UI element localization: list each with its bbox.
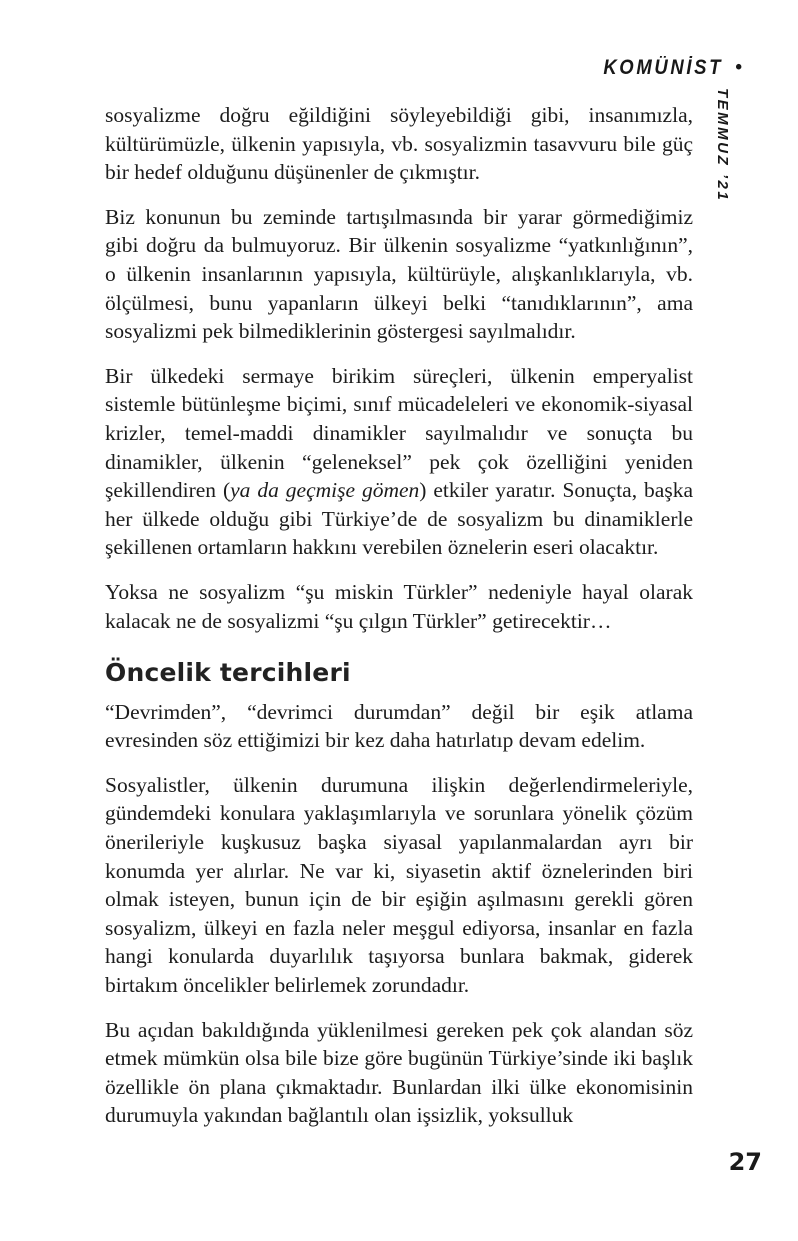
journal-title: KOMÜNİST [603,56,724,79]
body-paragraph-4: Yoksa ne sosyalizm “şu miskin Türkler” nedeniyle hayal olarak kalacak ne de sosyalizmi “şu çılgın Türkler” getirecektir… [105,579,693,633]
header-bullet-icon: • [735,57,742,78]
body-paragraph-7: Bu açıdan bakıldığında yüklenilmesi gereken pek çok alandan söz etmek mümkün olsa bile bize göre bugünün Türkiye’sinde iki başlık özellikle ön plana çıkmaktadır. Bunlardan ilki ülke ekonomisinin durumuyla yakından bağlantılı olan işsizlik, yoksulluk [105,1017,693,1128]
issue-date-vertical: TEMMUZ ’21 [714,88,731,203]
body-paragraph-6: Sosyalistler, ülkenin durumuna ilişkin değerlendirmeleriyle, gündemdeki konulara yaklaşımlarıyla ve sorunlara yönelik çözüm önerileriyle kuşkusuz başka siyasal yapılanmalardan ayrı bir konumda yer alırlar. Ne var ki, siyasetin aktif öznelerinden biri olmak isteyen, bunun için de bir eşiğin aşılmasını gerekli gören sosyalizm, ülkeyi en fazla neler meşgul ediyorsa, insanlar en fazla hangi konularda duyarlılık taşıyorsa bunlara bakmak, giderek birtakım öncelikler belirlemek zorundadır. [105,772,693,998]
body-paragraph-3-after: ) etkiler yaratır. Sonuçta, başka her ülkede olduğu gibi Türkiye’de de sosyalizm bu dinamiklerle şekillenen ortamların hakkını verebilen öznelerin eseri olacaktır. [105,478,693,560]
body-paragraph-3 [105,362,693,562]
body-paragraph-5: “Devrimden”, “devrimci durumdan” değil bir eşik atlama evresinden söz ettiğimizi bir kez daha hatırlatıp devam edelim. [105,699,693,753]
article-body [105,101,693,1146]
body-paragraph-3-before: Bir ülkedeki sermaye birikim süreçleri, ülkenin emperyalist sistemle bütünleşme biçimi, sınıf mücadeleleri ve ekonomik-siyasal krizler, temel-maddi dinamikler sayılmalıdır ve sonuçta bu dinamikler, ülkenin “geleneksel” pek çok özelliğini yeniden şekillendiren ( [105,363,693,503]
body-paragraph-3-italic: ya da geçmişe gömen [230,478,420,503]
section-heading: Öncelik tercihleri [105,658,351,688]
page-header [587,56,742,80]
page-number: 27 [728,1148,762,1176]
body-paragraph-2: Biz konunun bu zeminde tartışılmasında bir yarar görmediğimiz gibi doğru da bulmuyoruz. Bir ülkenin sosyalizme “yatkınlığının”, o ülkenin insanlarının yapısıyla, kültürüyle, alışkanlıklarıyla, vb. ölçülmesi, bunu yapanların ülkeyi belki “tanıdıklarının”, ama sosyalizmi pek bilmediklerinin göstergesi sayılmalıdır. [105,204,693,344]
body-paragraph-1: sosyalizme doğru eğildiğini söyleyebildiği gibi, insanımızla, kültürümüzle, ülkenin yapısıyla, vb. sosyalizmin tasavvuru bile güç bir hedef olduğunu düşünenler de çıkmıştır. [105,103,693,185]
